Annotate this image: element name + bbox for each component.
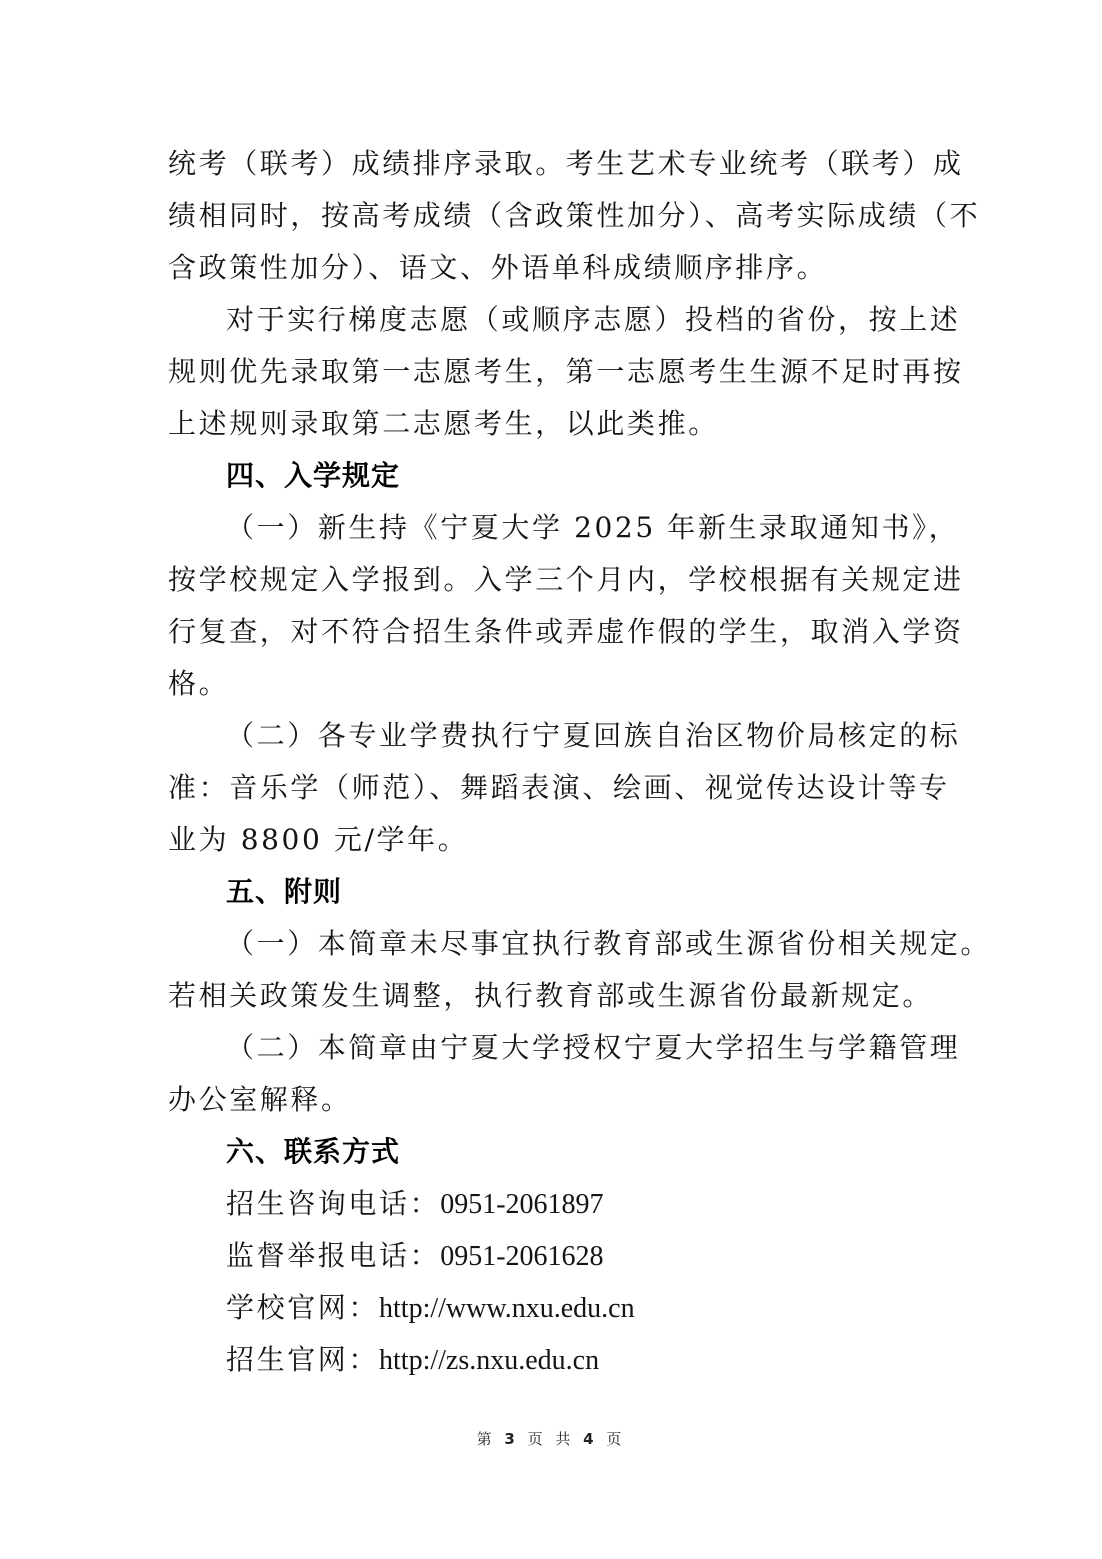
paragraph-line: 绩相同时，按高考成绩（含政策性加分）、高考实际成绩（不	[168, 199, 981, 232]
section-heading-enrollment: 四、入学规定	[226, 459, 401, 492]
paragraph-line: 办公室解释。	[168, 1083, 352, 1116]
footer-suffix: 页	[606, 1430, 626, 1448]
contact-admissions-website	[226, 1342, 599, 1379]
paragraph-line: （二）各专业学费执行宁夏回族自治区物价局核定的标	[226, 719, 961, 752]
school-website-link[interactable]: http://www.nxu.edu.cn	[379, 1293, 635, 1324]
contact-label: 招生咨询电话：	[226, 1187, 441, 1220]
contact-label: 学校官网：	[226, 1291, 380, 1324]
footer-prefix: 第	[476, 1430, 496, 1448]
contact-value: 0951-2061897	[440, 1189, 604, 1220]
paragraph-line: 格。	[168, 667, 230, 700]
paragraph-line: 规则优先录取第一志愿考生，第一志愿考生生源不足时再按	[168, 355, 964, 388]
paragraph-line: 按学校规定入学报到。入学三个月内，学校根据有关规定进	[168, 563, 964, 596]
total-pages-number: 4	[583, 1430, 598, 1448]
footer-middle: 页 共	[527, 1430, 575, 1448]
contact-school-website	[226, 1290, 635, 1327]
contact-value: 0951-2061628	[440, 1241, 604, 1272]
admissions-website-link[interactable]: http://zs.nxu.edu.cn	[379, 1345, 600, 1376]
paragraph-line: （一）本简章未尽事宜执行教育部或生源省份相关规定。	[226, 927, 992, 960]
paragraph-line: 对于实行梯度志愿（或顺序志愿）投档的省份，按上述	[226, 303, 961, 336]
paragraph-line: 含政策性加分）、语文、外语单科成绩顺序排序。	[168, 251, 828, 284]
section-heading-contact: 六、联系方式	[226, 1135, 401, 1168]
contact-label: 监督举报电话：	[226, 1239, 441, 1272]
paragraph-line: 上述规则录取第二志愿考生，以此类推。	[168, 407, 719, 440]
page-number-footer	[0, 1428, 1102, 1449]
paragraph-line: 统考（联考）成绩排序录取。考生艺术专业统考（联考）成	[168, 147, 964, 180]
current-page-number: 3	[504, 1430, 519, 1448]
contact-supervision-phone	[226, 1238, 604, 1275]
paragraph-line: （二）本简章由宁夏大学授权宁夏大学招生与学籍管理	[226, 1031, 961, 1064]
paragraph-line: 若相关政策发生调整，执行教育部或生源省份最新规定。	[168, 979, 934, 1012]
paragraph-line: 准：音乐学（师范）、舞蹈表演、绘画、视觉传达设计等专	[168, 771, 950, 804]
paragraph-line: （一）新生持《宁夏大学 2025 年新生录取通知书》，	[226, 511, 960, 544]
contact-admissions-phone	[226, 1186, 604, 1223]
paragraph-line: 业为 8800 元/学年。	[168, 823, 469, 856]
section-heading-appendix: 五、附则	[226, 875, 343, 908]
paragraph-line: 行复查，对不符合招生条件或弄虚作假的学生，取消入学资	[168, 615, 964, 648]
contact-label: 招生官网：	[226, 1343, 380, 1376]
